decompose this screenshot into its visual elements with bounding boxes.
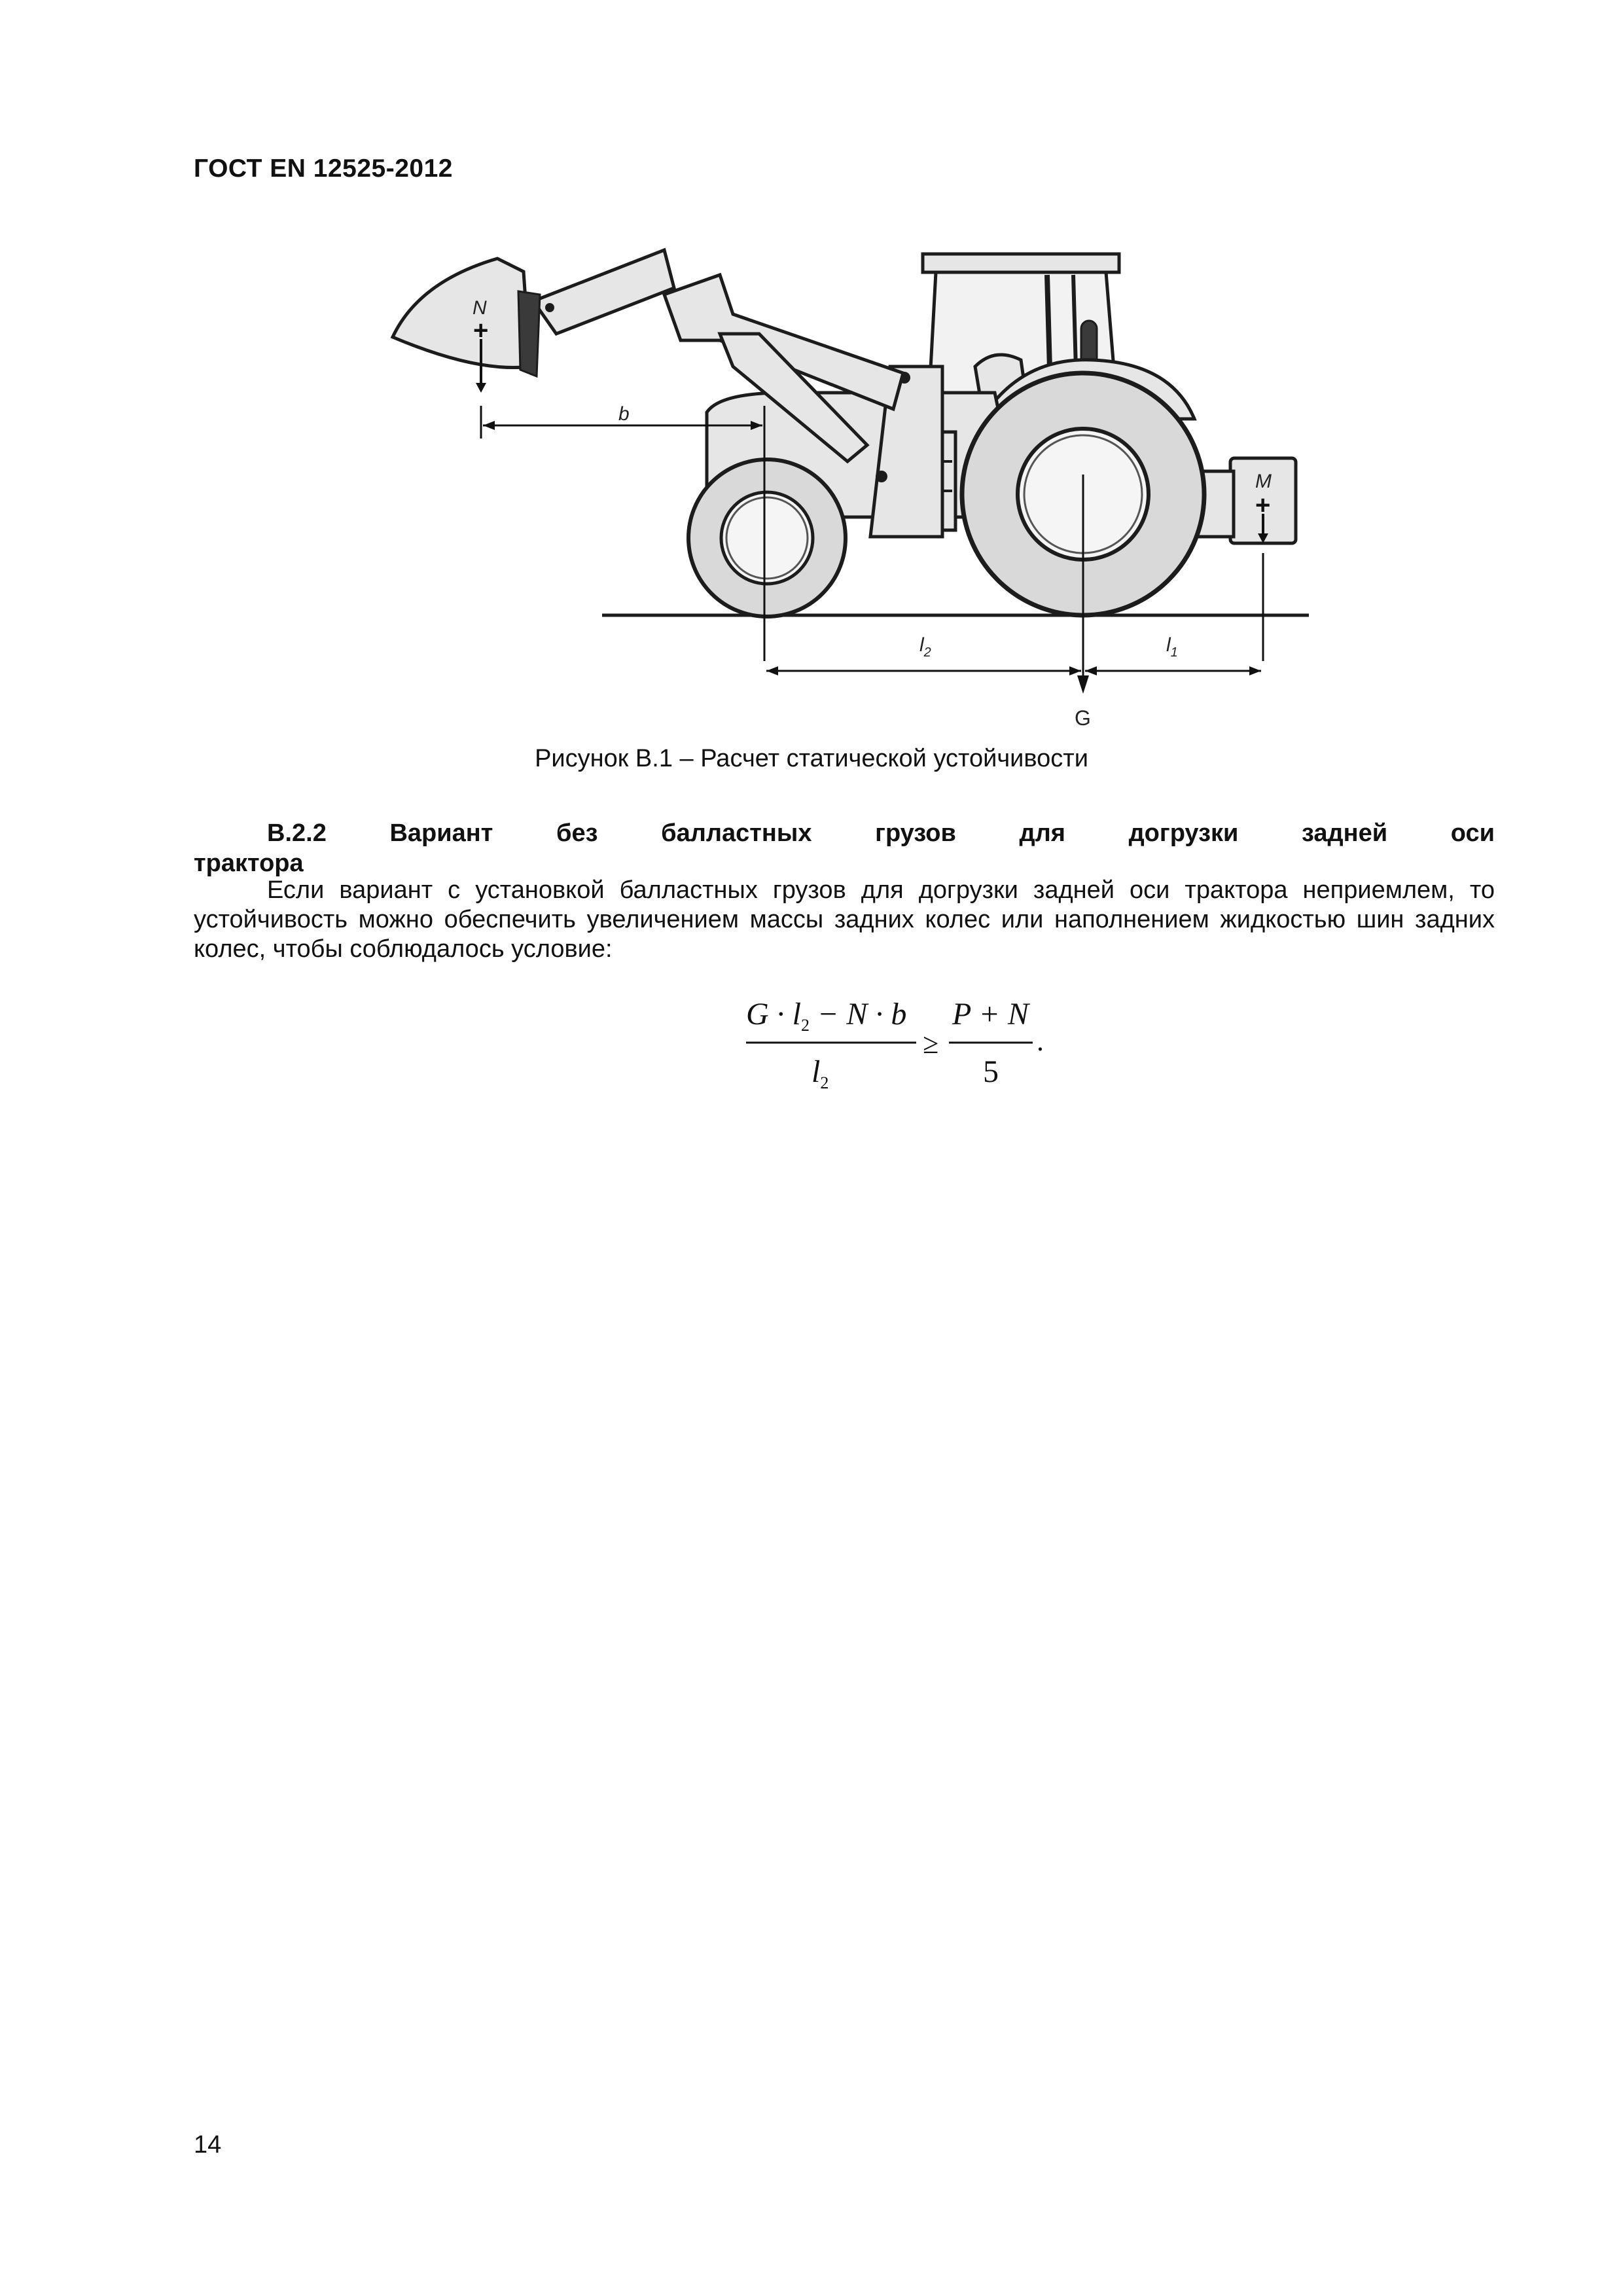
heading-word: задней [1302, 819, 1388, 847]
formula-numerator-left: $G \cdot l_2 - N \cdot b$ [746, 997, 907, 1035]
document-code: ГОСТ EN 12525-2012 [194, 154, 453, 183]
tilt-cylinder [533, 250, 674, 334]
heading-word: без [556, 819, 598, 847]
label-g: G [1075, 706, 1091, 730]
formula-end-mark: . [1037, 1025, 1044, 1057]
section-heading [194, 818, 1495, 878]
section-paragraph: Если вариант с установкой балластных грузов для догрузки задней оси трактора неприемлем, то устойчивость можно обеспечить увеличением массы задних колес или наполнением жидкостью шин задних колес, чтобы соблюдалось условие: [194, 876, 1495, 963]
label-m: M [1255, 471, 1272, 492]
section-heading-line [194, 818, 1495, 848]
heading-word: В.2.2 [267, 819, 327, 847]
stability-formula [726, 985, 1067, 1103]
plus-mark-m: + [1255, 491, 1271, 520]
tractor-diagram [366, 236, 1335, 753]
formula-denominator-left: $l_2$ [812, 1054, 829, 1092]
heading-word: грузов [875, 819, 956, 847]
gravity-arrow [1077, 675, 1089, 694]
formula-denominator-right: 5 [983, 1054, 999, 1089]
formula-relation: ≥ [923, 1028, 939, 1060]
figure-caption: Рисунок В.1 – Расчет статической устойчивости [535, 745, 1088, 772]
heading-word: оси [1450, 819, 1495, 847]
heading-word: Вариант [389, 819, 493, 847]
label-n: N [473, 297, 487, 319]
formula-numerator-right: P + N [952, 997, 1029, 1031]
cab-roof [923, 254, 1119, 272]
heading-word: балластных [661, 819, 812, 847]
page-number: 14 [194, 2131, 222, 2159]
bucket-bracket [518, 291, 540, 376]
label-l1: $l_1$ [1166, 634, 1178, 660]
label-b: b [618, 403, 630, 425]
heading-word: догрузки [1128, 819, 1239, 847]
label-l2: $l_2$ [919, 634, 931, 660]
formula-svg [726, 985, 1067, 1103]
plus-mark-n: + [473, 316, 489, 345]
bucket [393, 259, 530, 368]
tractor-stability-figure [366, 236, 1335, 753]
heading-word: для [1019, 819, 1065, 847]
section-heading-tail: трактора [194, 850, 304, 877]
